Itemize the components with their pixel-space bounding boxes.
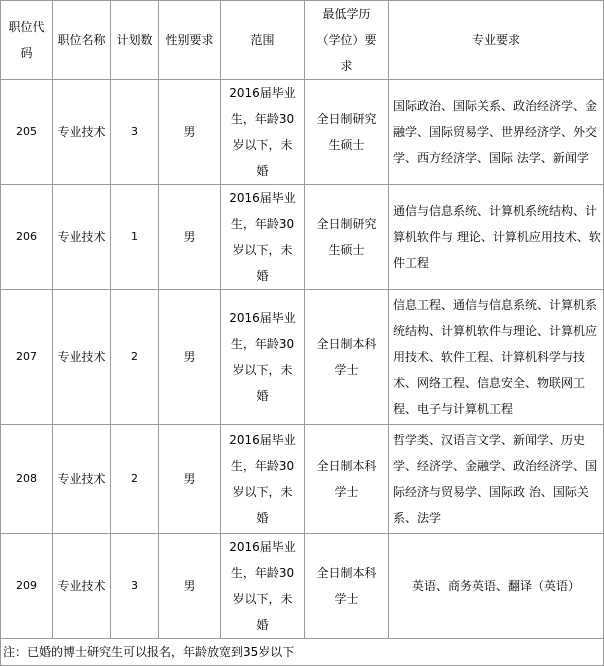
cell-range: 2016届毕业生，年龄30岁以下，未婚 xyxy=(221,534,305,639)
table-row xyxy=(1,185,604,290)
cell-gender: 男 xyxy=(159,425,221,534)
cell-gender: 男 xyxy=(159,185,221,290)
table-row xyxy=(1,425,604,534)
header-major: 专业要求 xyxy=(389,1,604,80)
header-education: 最低学历（学位）要求 xyxy=(305,1,389,80)
cell-education: 全日制本科学士 xyxy=(305,425,389,534)
cell-education: 全日制本科学士 xyxy=(305,534,389,639)
cell-education: 全日制研究生硕士 xyxy=(305,80,389,185)
table-note: 注：已婚的博士研究生可以报名，年龄放宽到35岁以下 xyxy=(1,639,604,666)
cell-education: 全日制研究生硕士 xyxy=(305,185,389,290)
cell-code: 207 xyxy=(1,290,53,425)
cell-count: 1 xyxy=(111,185,159,290)
cell-count: 2 xyxy=(111,425,159,534)
header-code: 职位代码 xyxy=(1,1,53,80)
cell-name: 专业技术 xyxy=(53,425,111,534)
cell-code: 209 xyxy=(1,534,53,639)
cell-range: 2016届毕业生，年龄30岁以下，未婚 xyxy=(221,425,305,534)
cell-major: 信息工程、通信与信息系统、计算机系统结构、计算机软件与理论、计算机应用技术、软件工程、计算机科学与技术、网络工程、信息安全、物联网工程、电子与计算机工程 xyxy=(389,290,604,425)
header-gender: 性别要求 xyxy=(159,1,221,80)
cell-name: 专业技术 xyxy=(53,80,111,185)
cell-gender: 男 xyxy=(159,80,221,185)
table-row xyxy=(1,80,604,185)
cell-count: 3 xyxy=(111,80,159,185)
note-row xyxy=(1,639,604,666)
cell-gender: 男 xyxy=(159,290,221,425)
cell-range: 2016届毕业生，年龄30岁以下，未婚 xyxy=(221,185,305,290)
header-range: 范围 xyxy=(221,1,305,80)
cell-count: 2 xyxy=(111,290,159,425)
table-row xyxy=(1,534,604,639)
table-row xyxy=(1,290,604,425)
header-name: 职位名称 xyxy=(53,1,111,80)
cell-code: 208 xyxy=(1,425,53,534)
cell-major: 英语、商务英语、翻译（英语） xyxy=(389,534,604,639)
header-row xyxy=(1,1,604,80)
cell-name: 专业技术 xyxy=(53,534,111,639)
cell-range: 2016届毕业生，年龄30岁以下，未婚 xyxy=(221,290,305,425)
cell-name: 专业技术 xyxy=(53,290,111,425)
cell-gender: 男 xyxy=(159,534,221,639)
cell-code: 205 xyxy=(1,80,53,185)
cell-range: 2016届毕业生，年龄30岁以下，未婚 xyxy=(221,80,305,185)
cell-major: 通信与信息系统、计算机系统结构、计算机软件与 理论、计算机应用技术、软件工程 xyxy=(389,185,604,290)
cell-major: 哲学类、汉语言文学、新闻学、历史学、经济学、金融学、政治经济学、国际经济与贸易学、国际政 治、国际关系、法学 xyxy=(389,425,604,534)
cell-count: 3 xyxy=(111,534,159,639)
cell-name: 专业技术 xyxy=(53,185,111,290)
cell-education: 全日制本科学士 xyxy=(305,290,389,425)
cell-code: 206 xyxy=(1,185,53,290)
header-count: 计划数 xyxy=(111,1,159,80)
cell-major: 国际政治、国际关系、政治经济学、金融学、国际贸易学、世界经济学、外交学、西方经济学、国际 法学、新闻学 xyxy=(389,80,604,185)
